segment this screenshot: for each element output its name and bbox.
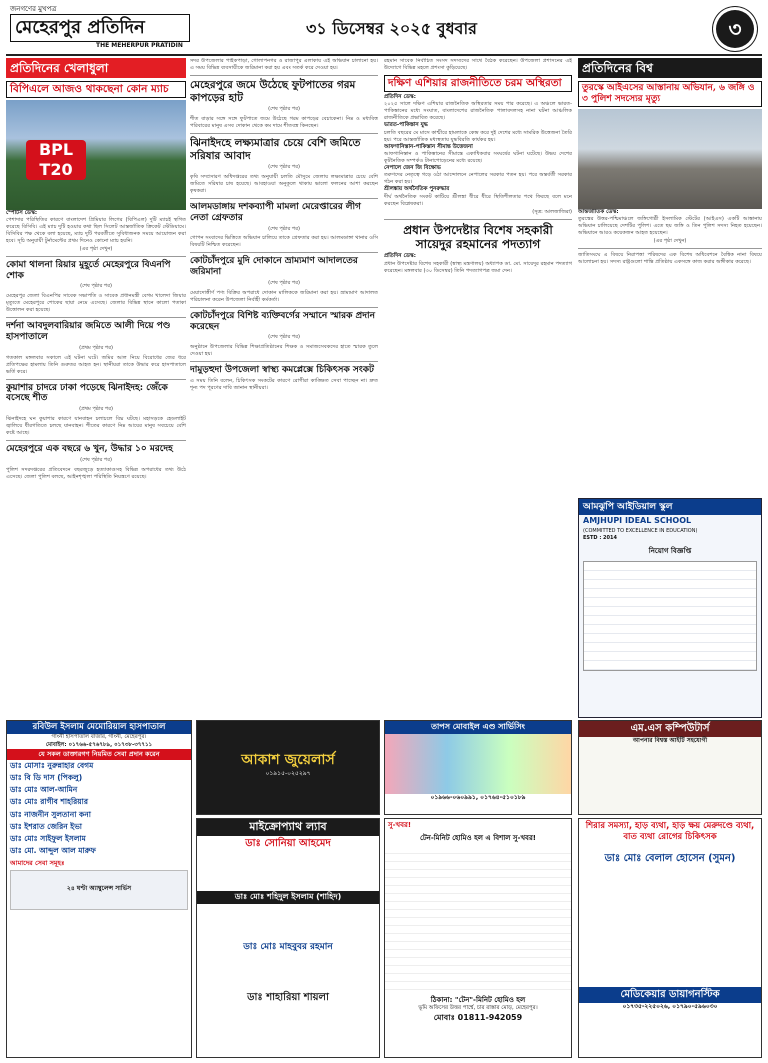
article-body: ২০২৫ সালে দক্ষিণ এশিয়ার রাজনৈতিক অস্থিরতার সময় পার করেছে। এ অঞ্চলে ভারত-পাকিস্তানের মধ্যে সংঘাত, বাংলাদেশের রাজনৈতিক পালাবদলসহ নানা ঘটনা আঞ্চলিক রাজনীতিকে প্রভাবিত করেছে।: [384, 101, 572, 122]
article-body: জাতিসংঘে এ বিষয়ে নিরাপত্তা পরিষদের এক বিশেষ অধিবেশনে বৈশ্বিক নানা বিষয়ে আলোচনা হয়। সদস্য রাষ্ট্রগুলো শান্তি প্রতিষ্ঠায় একসঙ্গে কাজ করার অঙ্গীকার করেছে।: [578, 251, 762, 265]
police-photo: [578, 109, 762, 209]
headline[interactable]: কোমা থালনা রিয়ার মুহূর্তে মেহেরপুরে বিএনপি শোক: [6, 259, 171, 281]
headline[interactable]: ঝিনাইদহে লক্ষ্যমাত্রার চেয়ে বেশি জমিতে সরিষার আবাদ: [190, 137, 361, 162]
article-body: মেহেরপুর জেলা বিএনপির সাবেক সভাপতি ও সাবেক প্রধানমন্ত্রী বেগম খালেদা জিয়ার মৃত্যুতে মেহেরপুরে শোকের ছায়া নেমে এসেছে। জেলার বিভিন্ন স্থানে কালো পতাকা উত্তোলন করা হয়েছে।: [6, 293, 186, 314]
doctor-name: ডাঃ শাহারিয়া শায়লা: [247, 992, 329, 1004]
article-body: শীত বাড়ার সঙ্গে সঙ্গে ফুটপাতে জমে উঠেছে গরম কাপড়ের বেচাকেনা। নিম্ন ও মধ্যবিত্ত পরিবারের মানুষ এসব দোকান থেকে কম দামে শীতবস্ত্র কিনছেন।: [190, 115, 378, 129]
article-body: সদর উপজেলার পাইকপাড়া, গোলাপনগর ও রাজাপুর এলাকায় এই অভিযান চালানো হয়। এ সময় বিভিন্ন ব্যবসায়ীকে জরিমানা করা হয় এবং সতর্ক করে দেওয়া হয়।: [190, 58, 378, 72]
continued-note: (এর পৃষ্ঠা দেখুন): [653, 238, 687, 245]
headline[interactable]: মেহেরপুরে এক বছরে ৬ খুন, উদ্ধার ১০ মরদেহ: [6, 444, 173, 454]
source-credit: (সূত্র: আলজাজিরা): [532, 208, 572, 215]
masthead: [6, 4, 762, 56]
world-column: [578, 58, 762, 718]
computer-shop-sub: আপনার বিশ্বস্ত আইটি সহযোগী: [632, 736, 708, 744]
continued-note: (শেষ পৃষ্ঠার পর): [268, 334, 300, 341]
headline[interactable]: আলমডাঙ্গায় দশকব্যাপী মামলা মেরেপ্তারের লীগ নেতা গ্রেফতার: [190, 201, 361, 223]
subheading: আফগানিস্তান-পাকিস্তান সীমান্ত উত্তেজনা: [384, 143, 473, 150]
continued-note: (প্রথম পৃষ্ঠার পর): [79, 344, 113, 351]
doctor-name: ডাঃ নাজনীন সুলতানা কনা: [10, 809, 91, 819]
doctor-name: ডাঃ মোঃ বেলাল হোসেন (সুমন): [604, 852, 736, 864]
byline: প্রতিদিন ডেস্ক:: [384, 253, 416, 260]
sports-column: [6, 58, 186, 718]
article-body: কৃষি সম্প্রসারণ অধিদপ্তরের তথ্য অনুযায়ী চলতি মৌসুমে জেলায় লক্ষ্যমাত্রার চেয়ে বেশি জমিতে সরিষার চাষ হয়েছে। আবহাওয়া অনুকূলে থাকায় ভালো ফলনের আশা করছেন কৃষকরা।: [190, 173, 378, 194]
headline[interactable]: কোটচাঁদপুরে মুদি দোকানে ভ্রাম্যমাণ আদালতের জরিমানা: [190, 256, 358, 278]
byline: স্পোর্টস ডেস্ক:: [6, 209, 38, 216]
section-header-world: প্রতিদিনের বিশ্ব: [578, 58, 762, 78]
homeo-line: টেন-মিনিট হোমিও হল এ বিশাল সু-খবর!: [420, 834, 536, 843]
page-number-badge: ৩: [716, 10, 754, 48]
headline[interactable]: কুয়াশার চাদরে ঢাকা পড়েছে ঝিনাইদহ: জেঁকে বসেছে শীত: [6, 382, 168, 404]
doctor-name: ডাঃ মোঃ সাইফুল ইসলাম: [10, 833, 86, 843]
subheading: শ্রীলঙ্কায় অর্থনৈতিক পুনরুদ্ধার: [384, 186, 450, 193]
subheading: ভারত-পাকিস্তান যুদ্ধ: [384, 122, 428, 129]
services-label: আমাদের সেবা সমূহঃ: [10, 859, 65, 868]
continued-note: (শেষ পৃষ্ঠার পর): [268, 225, 300, 232]
doctor-name: ডাঃ সোনিয়া আহমেদ: [245, 837, 331, 849]
school-name-en: AMJHUPI IDEAL SCHOOL: [583, 516, 692, 526]
byline: আন্তর্জাতিক ডেস্ক:: [578, 208, 619, 215]
headline[interactable]: বিপিএলে আজও থাকছেনা কোন ম্যাচ: [6, 81, 186, 98]
politics-column: [384, 58, 572, 718]
continued-note: (শেষ পৃষ্ঠার পর): [80, 283, 112, 290]
headline[interactable]: কোটচাঁদপুরে বিশিষ্ট ব্যক্তিবর্গের সম্মানে স্মারক প্রদান করেছেন: [190, 310, 375, 332]
byline: প্রতিদিন ডেস্ক:: [384, 93, 416, 100]
doctor-name: ডাঃ মোসাঃ নুরুন্নাহার বেগম: [10, 761, 94, 771]
article-body: গতকাল মঙ্গলবার সকালে এই ঘটনা ঘটে। জমির আল নিয়ে বিরোধের জের ধরে প্রতিপক্ষের হামলায় তিনি গুরুতর আহত হন। স্থানীয়রা তাকে উদ্ধার করে হাসপাতালে ভর্তি করে।: [6, 354, 186, 375]
ortho-headline: শিরার সমস্যা, হাড় ব্যথা, হাড় ক্ষয় মেরুদণ্ডে ব্যথা, বাত ব্যথা রোগের চিকিৎসক: [585, 821, 755, 843]
mobile-shop-phone: ০১৯৬৬-০৬০৯৯১, ০১৭৬৪-৫১০১৮৯: [430, 793, 526, 801]
clinic-name: মেডিকেয়ার ডায়াগনস্টিক: [579, 987, 761, 1003]
subheading: নেপালে জেন জি বিক্ষোভ: [384, 165, 441, 171]
article-body: চলতি বছরের মে মাসে কাশ্মীরে হামলাকে কেন্দ্র করে দুই দেশের মধ্যে সামরিক উত্তেজনা তৈরি হয়। পরে আন্তর্জাতিক মধ্যস্থতায় যুদ্ধবিরতি কার্যকর হয়।: [384, 129, 572, 143]
continued-note: (এর পৃষ্ঠা দেখুন): [79, 246, 113, 253]
jewellers-name: আকাশ জুয়েলার্স: [241, 752, 335, 768]
bpl-logo: BPL T20: [26, 140, 86, 180]
school-advert[interactable]: [578, 498, 762, 718]
homeo-phone: মোবাঃ 01811-942059: [433, 1012, 523, 1022]
tagline: জনগণের মুখপত্র: [10, 5, 57, 13]
advertisement-area: [6, 720, 762, 1060]
article-body: তরুণদের নেতৃত্বে গড়ে ওঠা আন্দোলনে নেপালের সরকার পতন হয়। পরে অন্তর্বর্তী সরকার গঠন করা হয়।: [384, 172, 572, 186]
article-body: পুলিশ সদরদপ্তরের প্রতিবেদনে বছরজুড়ে হত্যাকাণ্ডসহ বিভিন্ন অপরাধের তথ্য উঠে এসেছে। জেলা পুলিশ বলছে, আইনশৃঙ্খলা পরিস্থিতি নিয়ন্ত্রণে রয়েছে।: [6, 466, 186, 480]
article-body: গোপন সংবাদের ভিত্তিতে অভিযান চালিয়ে তাকে গ্রেফতার করা হয়। আলমডাঙ্গা থানার ওসি বিষয়টি নিশ্চিত করেছেন।: [190, 235, 378, 249]
article-body: তুরস্কের উত্তর-পশ্চিমাঞ্চলে জঙ্গিগোষ্ঠী ইসলামিক স্টেটের (আইএস) একটি আস্তানায় অভিযান চালিয়েছে দেশটির পুলিশ। এতে ছয় জঙ্গি ও তিন পুলিশ সদস্য নিহত হয়েছেন। অভিযানে আরও কয়েকজন আহত হয়েছেন।: [578, 216, 762, 237]
doctor-name: ডাঃ মোঃ রাগীব শাহরিয়ার: [10, 797, 88, 807]
local-news-column: [190, 58, 378, 718]
jewellers-phone: ০১৯১৫-০২৫২৯৭: [265, 769, 311, 777]
stadium-photo: [6, 100, 186, 210]
hospital-advert[interactable]: [6, 720, 192, 1058]
continued-note: (প্রথম পৃষ্ঠার পর): [79, 406, 113, 413]
article-body: মেয়াদোত্তীর্ণ পণ্য বিক্রির অপরাধে দোকান মালিককে জরিমানা করা হয়। ভ্রাম্যমাণ আদালত পরিচালনা করেন উপজেলা নির্বাহী কর্মকর্তা।: [190, 289, 378, 303]
mobile-shop-name: তাপস মোবাইল এণ্ড সার্ভিসিং: [385, 721, 571, 734]
article-body: আফগানিস্তান ও পাকিস্তানের সীমান্তে একাধিকবার সংঘর্ষের ঘটনা ঘটেছে। উভয় দেশের কূটনৈতিক সম্পর্কও টানাপোড়েনের মধ্যে রয়েছে।: [384, 150, 572, 164]
continued-note: (শেষ পৃষ্ঠার পর): [80, 456, 112, 463]
notice-title: নিয়োগ বিজ্ঞপ্তি: [648, 547, 692, 556]
school-name-bn: আমঝুপি আইডিয়াল স্কুল: [579, 499, 761, 515]
computer-shop-name: এম.এস কম্পিউটার্স: [579, 721, 761, 737]
doctor-name: ডাঃ মোঃ আল-আমিন: [10, 785, 78, 795]
section-header-sports: প্রতিদিনের খেলাধুলা: [6, 58, 186, 78]
jewellers-advert[interactable]: [196, 720, 380, 815]
continued-note: (শেষ পৃষ্ঠার পর): [268, 106, 300, 113]
homeo-sub-address: ভূমি অফিসের উত্তর পার্শ্বে, চার রাস্তার মোড়, মেহেরপুর।: [418, 1005, 538, 1012]
brand-logo: মেহেরপুর প্রতিদিন: [10, 14, 190, 42]
brand-english: THE MEHERPUR PRATIDIN: [96, 42, 183, 49]
lab-advert[interactable]: [196, 818, 380, 1058]
hospital-address: গাংনী হাসপাতাল বাজার, গাংনী, মেহেরপুর।: [51, 734, 147, 741]
article-body: ঝিনাইদহে ঘন কুয়াশার কারণে যানবাহন চলাচলে বিঘ্ন ঘটছে। মহাসড়কে হেডলাইট জ্বালিয়ে ধীরগতিতে চলছে যানবাহন। শীতের কারণে নিম্ন আয়ের মানুষ সবচেয়ে বেশি কষ্টে আছে।: [6, 415, 186, 436]
continued-note: (শেষ পৃষ্ঠার পর): [268, 164, 300, 171]
ambulance-service: ২৪ ঘণ্টা অ্যাম্বুলেন্স সার্ভিস: [10, 870, 188, 910]
article-body: রহমান সাবেক নির্বাচিত সংসদ সদস্যদের সাথে বৈঠক করেছেন। উপজেলা প্রশাসনের এই উদ্যোগে বিভিন্ন মহলে প্রশংসা কুড়িয়েছে।: [384, 58, 572, 72]
good-news-label: সু-খবর!: [388, 821, 412, 829]
clinic-phone: ০১৭৩৫-২২৫০২৬, ০১৭৯০-৫৯৬০৩০: [622, 1002, 718, 1010]
article-body: দীর্ঘ অর্থনৈতিক সংকট কাটিয়ে শ্রীলঙ্কা ধীরে ধীরে স্থিতিশীলতার পথে ফিরছে বলে মনে করছেন বিশ্লেষকরা।: [384, 193, 572, 207]
headline[interactable]: তুরস্কে আইএসের আস্তানায় অভিযান, ৬ জঙ্গি ও ৩ পুলিশ সদস্যের মৃত্যু: [578, 81, 762, 107]
school-motto: (COMMITTED TO EXCELLENCE IN EDUCATION): [583, 527, 698, 534]
doctor-name: ডাঃ মোঃ মাহবুবর রহমান: [243, 942, 333, 953]
article-body: অনুষ্ঠানে উপজেলার বিভিন্ন শিক্ষাপ্রতিষ্ঠানের শিক্ষক ও সমাজসেবকদের হাতে স্মারক তুলে দেওয়া হয়।: [190, 344, 378, 358]
doctor-name: ডাঃ বি ডি দাস (পিকলু): [10, 773, 83, 783]
headline[interactable]: মেহেরপুরে জমে উঠেছে ফুটপাতের গরম কাপড়ের হাট: [190, 79, 356, 104]
homeo-advert[interactable]: [384, 818, 572, 1058]
continued-note: (শেষ পৃষ্ঠার পর): [268, 279, 300, 286]
headline[interactable]: দামুড়হুদা উপজেলা স্বাস্থ্য কমপ্লেক্সে চিকিৎসক সংকট: [190, 365, 374, 376]
lab-name: মাইক্রোপ্যাথ ল্যাব: [197, 819, 379, 836]
mobile-servicing-advert[interactable]: [384, 720, 572, 815]
headline[interactable]: প্রধান উপদেষ্টার বিশেষ সহকারী সায়েদুর রহমানের পদত্যাগ: [403, 222, 553, 252]
ortho-advert[interactable]: [578, 818, 762, 1058]
article-body: প্রধান উপদেষ্টার বিশেষ সহকারী (স্বাস্থ্য মন্ত্রণালয়) অধ্যাপক ডা. মো. সায়েদুর রহমান পদত্যাগ করেছেন। মঙ্গলবার (৩০ ডিসেম্বর) তিনি পদত্যাগপত্র জমা দেন।: [384, 260, 572, 274]
hospital-phone: মোবাইল: ০১৭৬৬-৫৭৬৭৮৯, ০১৭৩৮-৩৭৭১১: [45, 741, 153, 748]
computer-advert[interactable]: [578, 720, 762, 815]
school-estd: ESTD : 2014: [583, 534, 617, 541]
doctor-name: ডাঃ ইশরাত জেরিন ইভা: [10, 821, 82, 831]
article-body: এ সময় তিনি বলেন, চিকিৎসক সংকটের কারণে রোগীরা কাঙ্ক্ষিত সেবা পাচ্ছেন না। দ্রুত শূন্য পদ পূরণের দাবি জানান স্থানীয়রা।: [190, 377, 378, 391]
doctor-name: ডাঃ মোঃ শহিদুল ইসলাম (শাহিদ): [197, 891, 379, 904]
notice-table: [583, 561, 757, 671]
hospital-name: রবিউল ইসলাম মেমোরিয়াল হাসপাতাল: [7, 721, 191, 734]
homeo-address: ঠিকানা: "টেন"-মিনিট হোমিও হল: [430, 995, 526, 1004]
doctor-name: ডাঃ মো. আব্দুল আল মারুফ: [10, 845, 96, 855]
doctors-banner: যে সকল ডাক্তারগণ নিয়মিত সেবা প্রদান করেন: [7, 749, 191, 760]
headline[interactable]: দক্ষিণ এশিয়ার রাজনীতিতে চরম অস্থিরতা: [384, 75, 572, 92]
dateline: ৩১ ডিসেম্বর ২০২৫ বুধবার: [306, 19, 477, 38]
headline[interactable]: দর্শনা আবদুলবারিয়ার জমিতে আলী দিয়ে পণ্ড হাসপাতালে: [6, 321, 171, 343]
news-columns: [6, 58, 762, 718]
article-body: পেশাদার পরিস্থিতির কারণে বাংলাদেশ প্রিমিয়ার লিগের (বিপিএল) দুটি ম্যাচই স্থগিত করেছে বিসিবি। এই ম্যাচ দুটি হওয়ার কথা ছিল সিলেট আন্তর্জাতিক ক্রিকেট স্টেডিয়ামে। বিসিবির পক্ষ থেকে বলা হয়েছে, ম্যাচ দুটি পরবর্তীতে সুবিধাজনক সময়ে আয়োজন করা হবে। সূচি অনুযায়ী টুর্নামেন্টের প্রথম দিনেও কোনো ম্যাচ হয়নি।: [6, 217, 186, 245]
